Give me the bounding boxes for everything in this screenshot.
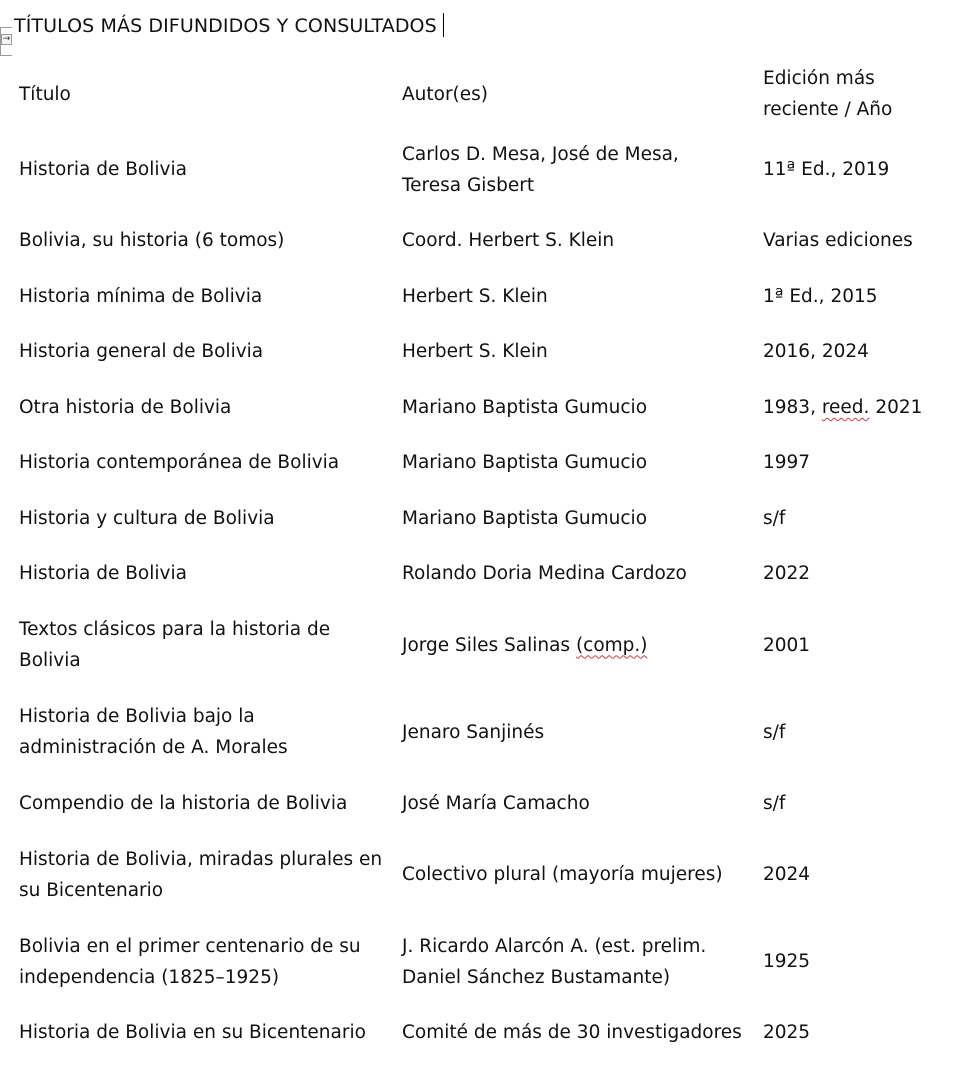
- spelling-flag[interactable]: reed.: [821, 396, 870, 418]
- cell-autor[interactable]: Comité de más de 30 investigadores: [402, 1022, 742, 1044]
- table-row: [14, 380, 962, 436]
- cell-autor[interactable]: [397, 602, 758, 689]
- spelling-flag[interactable]: (comp.): [575, 634, 648, 656]
- cell-titulo-line2: independencia (1825–1925): [19, 966, 280, 988]
- cell-titulo[interactable]: [14, 602, 397, 689]
- arrow-right-icon: →: [2, 34, 11, 44]
- titles-table: [14, 62, 962, 1061]
- cell-autor[interactable]: [397, 918, 758, 1005]
- cell-titulo-line2: administración de A. Morales: [19, 737, 288, 758]
- cell-edicion[interactable]: Varias ediciones: [763, 230, 913, 252]
- table-row: [14, 546, 962, 602]
- cell-titulo[interactable]: Historia de Bolivia: [19, 563, 187, 585]
- cell-autor[interactable]: Herbert S. Klein: [402, 341, 548, 363]
- document-heading[interactable]: [14, 12, 444, 40]
- cell-edicion[interactable]: 2016, 2024: [763, 341, 869, 363]
- cell-edicion[interactable]: 2022: [763, 563, 811, 585]
- cell-autor[interactable]: Rolando Doria Medina Cardozo: [402, 563, 687, 585]
- header-edicion-line1: Edición más: [763, 68, 875, 89]
- cell-titulo[interactable]: [14, 918, 397, 1005]
- table-row: [14, 602, 962, 689]
- cell-edicion[interactable]: s/f: [763, 507, 786, 529]
- cell-titulo-line1: Textos clásicos para la historia de: [19, 619, 331, 640]
- cell-titulo[interactable]: Historia general de Bolivia: [19, 341, 264, 363]
- text-cursor: [443, 13, 444, 37]
- cell-edicion-part: 2021: [869, 396, 923, 418]
- cell-edicion[interactable]: 2024: [763, 864, 811, 885]
- cell-titulo[interactable]: [14, 831, 397, 918]
- table-row: [14, 689, 962, 776]
- table-row: [14, 213, 962, 269]
- cell-autor-part: Jorge Siles Salinas: [402, 634, 576, 656]
- cell-titulo[interactable]: Historia mínima de Bolivia: [19, 285, 263, 307]
- cell-autor[interactable]: Mariano Baptista Gumucio: [402, 452, 648, 474]
- cell-edicion[interactable]: 2025: [763, 1022, 811, 1044]
- header-titulo[interactable]: Título: [19, 83, 71, 105]
- cell-autor[interactable]: Jenaro Sanjinés: [402, 721, 545, 743]
- cell-titulo[interactable]: Bolivia, su historia (6 tomos): [19, 230, 285, 252]
- cell-titulo[interactable]: Historia y cultura de Bolivia: [19, 507, 275, 529]
- cell-edicion[interactable]: 1ª Ed., 2015: [763, 285, 878, 307]
- cell-edicion[interactable]: s/f: [763, 792, 786, 814]
- table-row: [14, 269, 962, 325]
- cell-titulo[interactable]: Historia de Bolivia: [19, 159, 187, 180]
- table-header-row: [14, 62, 962, 126]
- heading-text: TÍTULOS MÁS DIFUNDIDOS Y CONSULTADOS: [14, 15, 437, 37]
- table-row: [14, 435, 962, 491]
- table-row: [14, 491, 962, 547]
- cell-autor[interactable]: Mariano Baptista Gumucio: [402, 396, 648, 418]
- cell-titulo[interactable]: Historia de Bolivia en su Bicentenario: [19, 1022, 366, 1044]
- table-row: [14, 918, 962, 1005]
- table-row: [14, 1005, 962, 1061]
- header-edicion[interactable]: [758, 62, 962, 126]
- table-row: [14, 126, 962, 213]
- cell-edicion[interactable]: 1925: [763, 951, 811, 972]
- cell-titulo-line1: Historia de Bolivia, miradas plurales en: [19, 848, 383, 870]
- cell-edicion[interactable]: [758, 380, 962, 436]
- cell-titulo-line2: su Bicentenario: [19, 879, 164, 901]
- cell-edicion[interactable]: 1997: [763, 452, 811, 474]
- cell-edicion[interactable]: s/f: [763, 721, 786, 743]
- cell-autor-line2: Daniel Sánchez Bustamante): [402, 966, 671, 988]
- cell-titulo[interactable]: [14, 689, 397, 776]
- header-edicion-line2: reciente / Año: [763, 99, 893, 120]
- cell-autor[interactable]: Colectivo plural (mayoría mujeres): [402, 864, 723, 885]
- header-autor[interactable]: Autor(es): [402, 83, 489, 105]
- cell-titulo[interactable]: Historia contemporánea de Bolivia: [19, 452, 340, 474]
- cell-titulo-line2: Bolivia: [19, 650, 81, 671]
- cell-autor[interactable]: José María Camacho: [402, 792, 590, 814]
- cell-autor-line1: J. Ricardo Alarcón A. (est. prelim.: [402, 935, 707, 957]
- table-row: [14, 776, 962, 832]
- cell-titulo-line1: Historia de Bolivia bajo la: [19, 706, 255, 727]
- table-move-handle-icon[interactable]: [0, 27, 12, 56]
- cell-edicion-part: 1983,: [763, 396, 822, 418]
- cell-autor[interactable]: Mariano Baptista Gumucio: [402, 507, 648, 529]
- cell-edicion[interactable]: 11ª Ed., 2019: [763, 159, 890, 180]
- cell-titulo-line1: Bolivia en el primer centenario de su: [19, 935, 361, 957]
- cell-autor[interactable]: [397, 126, 758, 213]
- cell-autor[interactable]: Coord. Herbert S. Klein: [402, 230, 615, 252]
- cell-titulo[interactable]: Otra historia de Bolivia: [19, 396, 232, 418]
- cell-edicion[interactable]: 2001: [763, 634, 811, 656]
- cell-autor-line1: Carlos D. Mesa, José de Mesa,: [402, 143, 679, 165]
- cell-autor-line2: Teresa Gisbert: [402, 174, 535, 196]
- cell-autor[interactable]: Herbert S. Klein: [402, 285, 548, 307]
- cell-titulo[interactable]: Compendio de la historia de Bolivia: [19, 792, 348, 814]
- table-row: [14, 324, 962, 380]
- table-row: [14, 831, 962, 918]
